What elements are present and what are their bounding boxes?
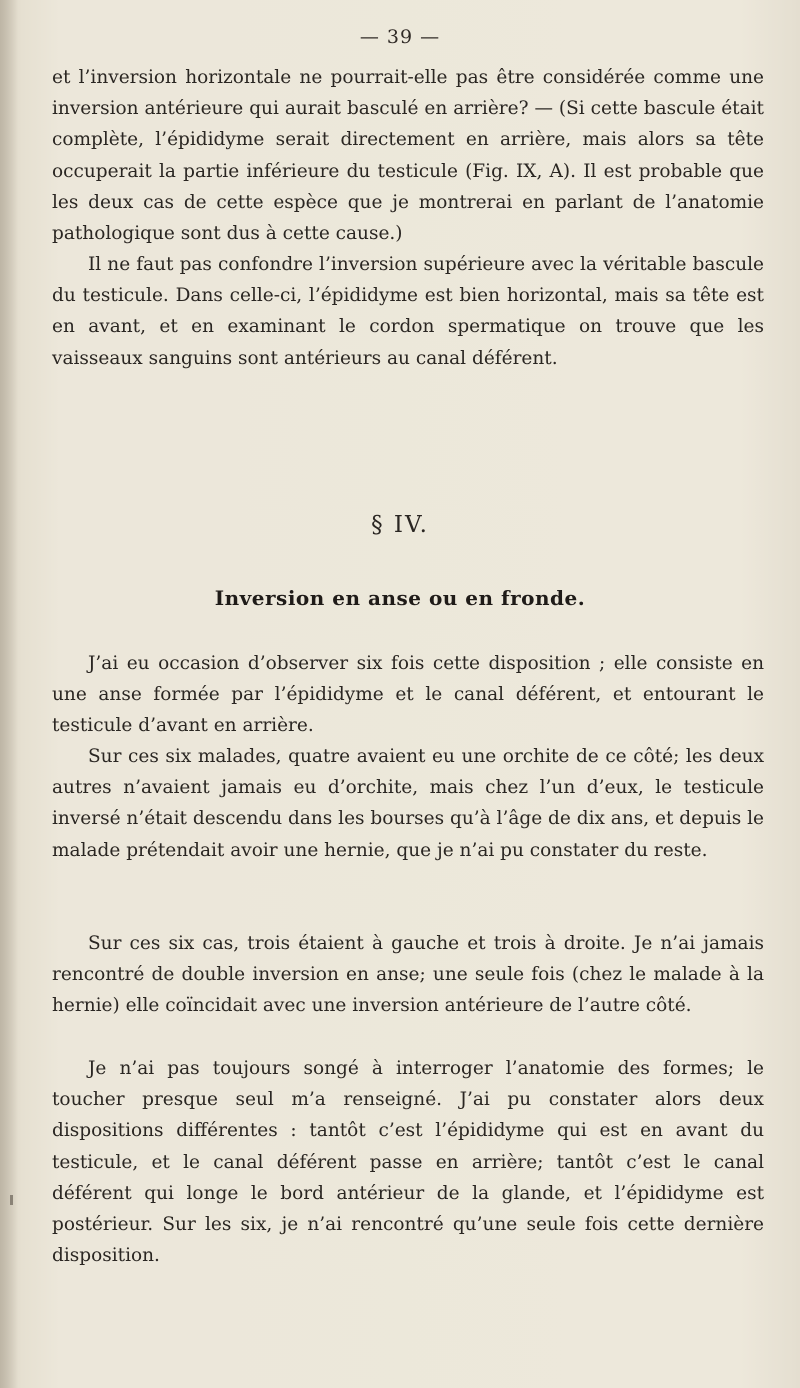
paragraph-4: Sur ces six malades, quatre avaient eu une orchite de ce côté; les deux autres n’avaient jamais eu d’orchite, mais chez l’un d’eux, le testicule inversé n’était descendu dans les bourses qu’à l’âge de dix ans, et depuis le malade prétendait avoir une hernie, que je n’ai pu constater du reste. [52, 746, 764, 861]
paragraph-2: Il ne faut pas confondre l’inversion supérieure avec la véritable bascule du testicule. Dans celle-ci, l’épididyme est bien horizontal, mais sa tête est en avant, et en examinant le cordon spermatique on trouve que les vaisseaux sanguins sont antérieurs au canal déférent. [52, 254, 764, 369]
paragraph-6: Je n’ai pas toujours songé à interroger l’anatomie des formes; le toucher presque seul m’a renseigné. J’ai pu constater alors deux dispositions différentes : tantôt c’est l’épididyme qui est en avant du testicule, et le canal déférent passe en arrière; tantôt c’est le canal déférent qui longe le bord antérieur de la glande, et l’épididyme est postérieur. Sur les six, je n’ai rencontré qu’une seule fois cette dernière disposition. [52, 1058, 764, 1267]
page-number: — 39 — [359, 26, 441, 48]
paragraph-5: Sur ces six cas, trois étaient à gauche et trois à droite. Je n’ai jamais rencontré de double inversion en anse; une seule fois (chez le malade à la hernie) elle coïncidait avec une inversion antérieure de l’autre côté. [52, 933, 764, 1017]
section-number: § IV. [371, 512, 429, 538]
paragraph-3: J’ai eu occasion d’observer six fois cette disposition ; elle consiste en une anse formée par l’épididyme et le canal déférent, et entourant le testicule d’avant en arrière. [52, 653, 764, 737]
section-heading: Inversion en anse ou en fronde. [214, 586, 586, 610]
binding-shadow [0, 0, 18, 1388]
margin-mark [10, 1195, 13, 1205]
paragraph-1: et l’inversion horizontale ne pourrait-elle pas être considérée comme une inversion antérieure qui aurait basculé en arrière? — (Si cette bascule était complète, l’épididyme serait directement en arrière, mais alors sa tête occuperait la partie inférieure du testicule (Fig. IX, A). Il est probable que les deux cas de cette espèce que je montrerai en parlant de l’anatomie pathologique sont dus à cette cause.) [52, 67, 764, 245]
